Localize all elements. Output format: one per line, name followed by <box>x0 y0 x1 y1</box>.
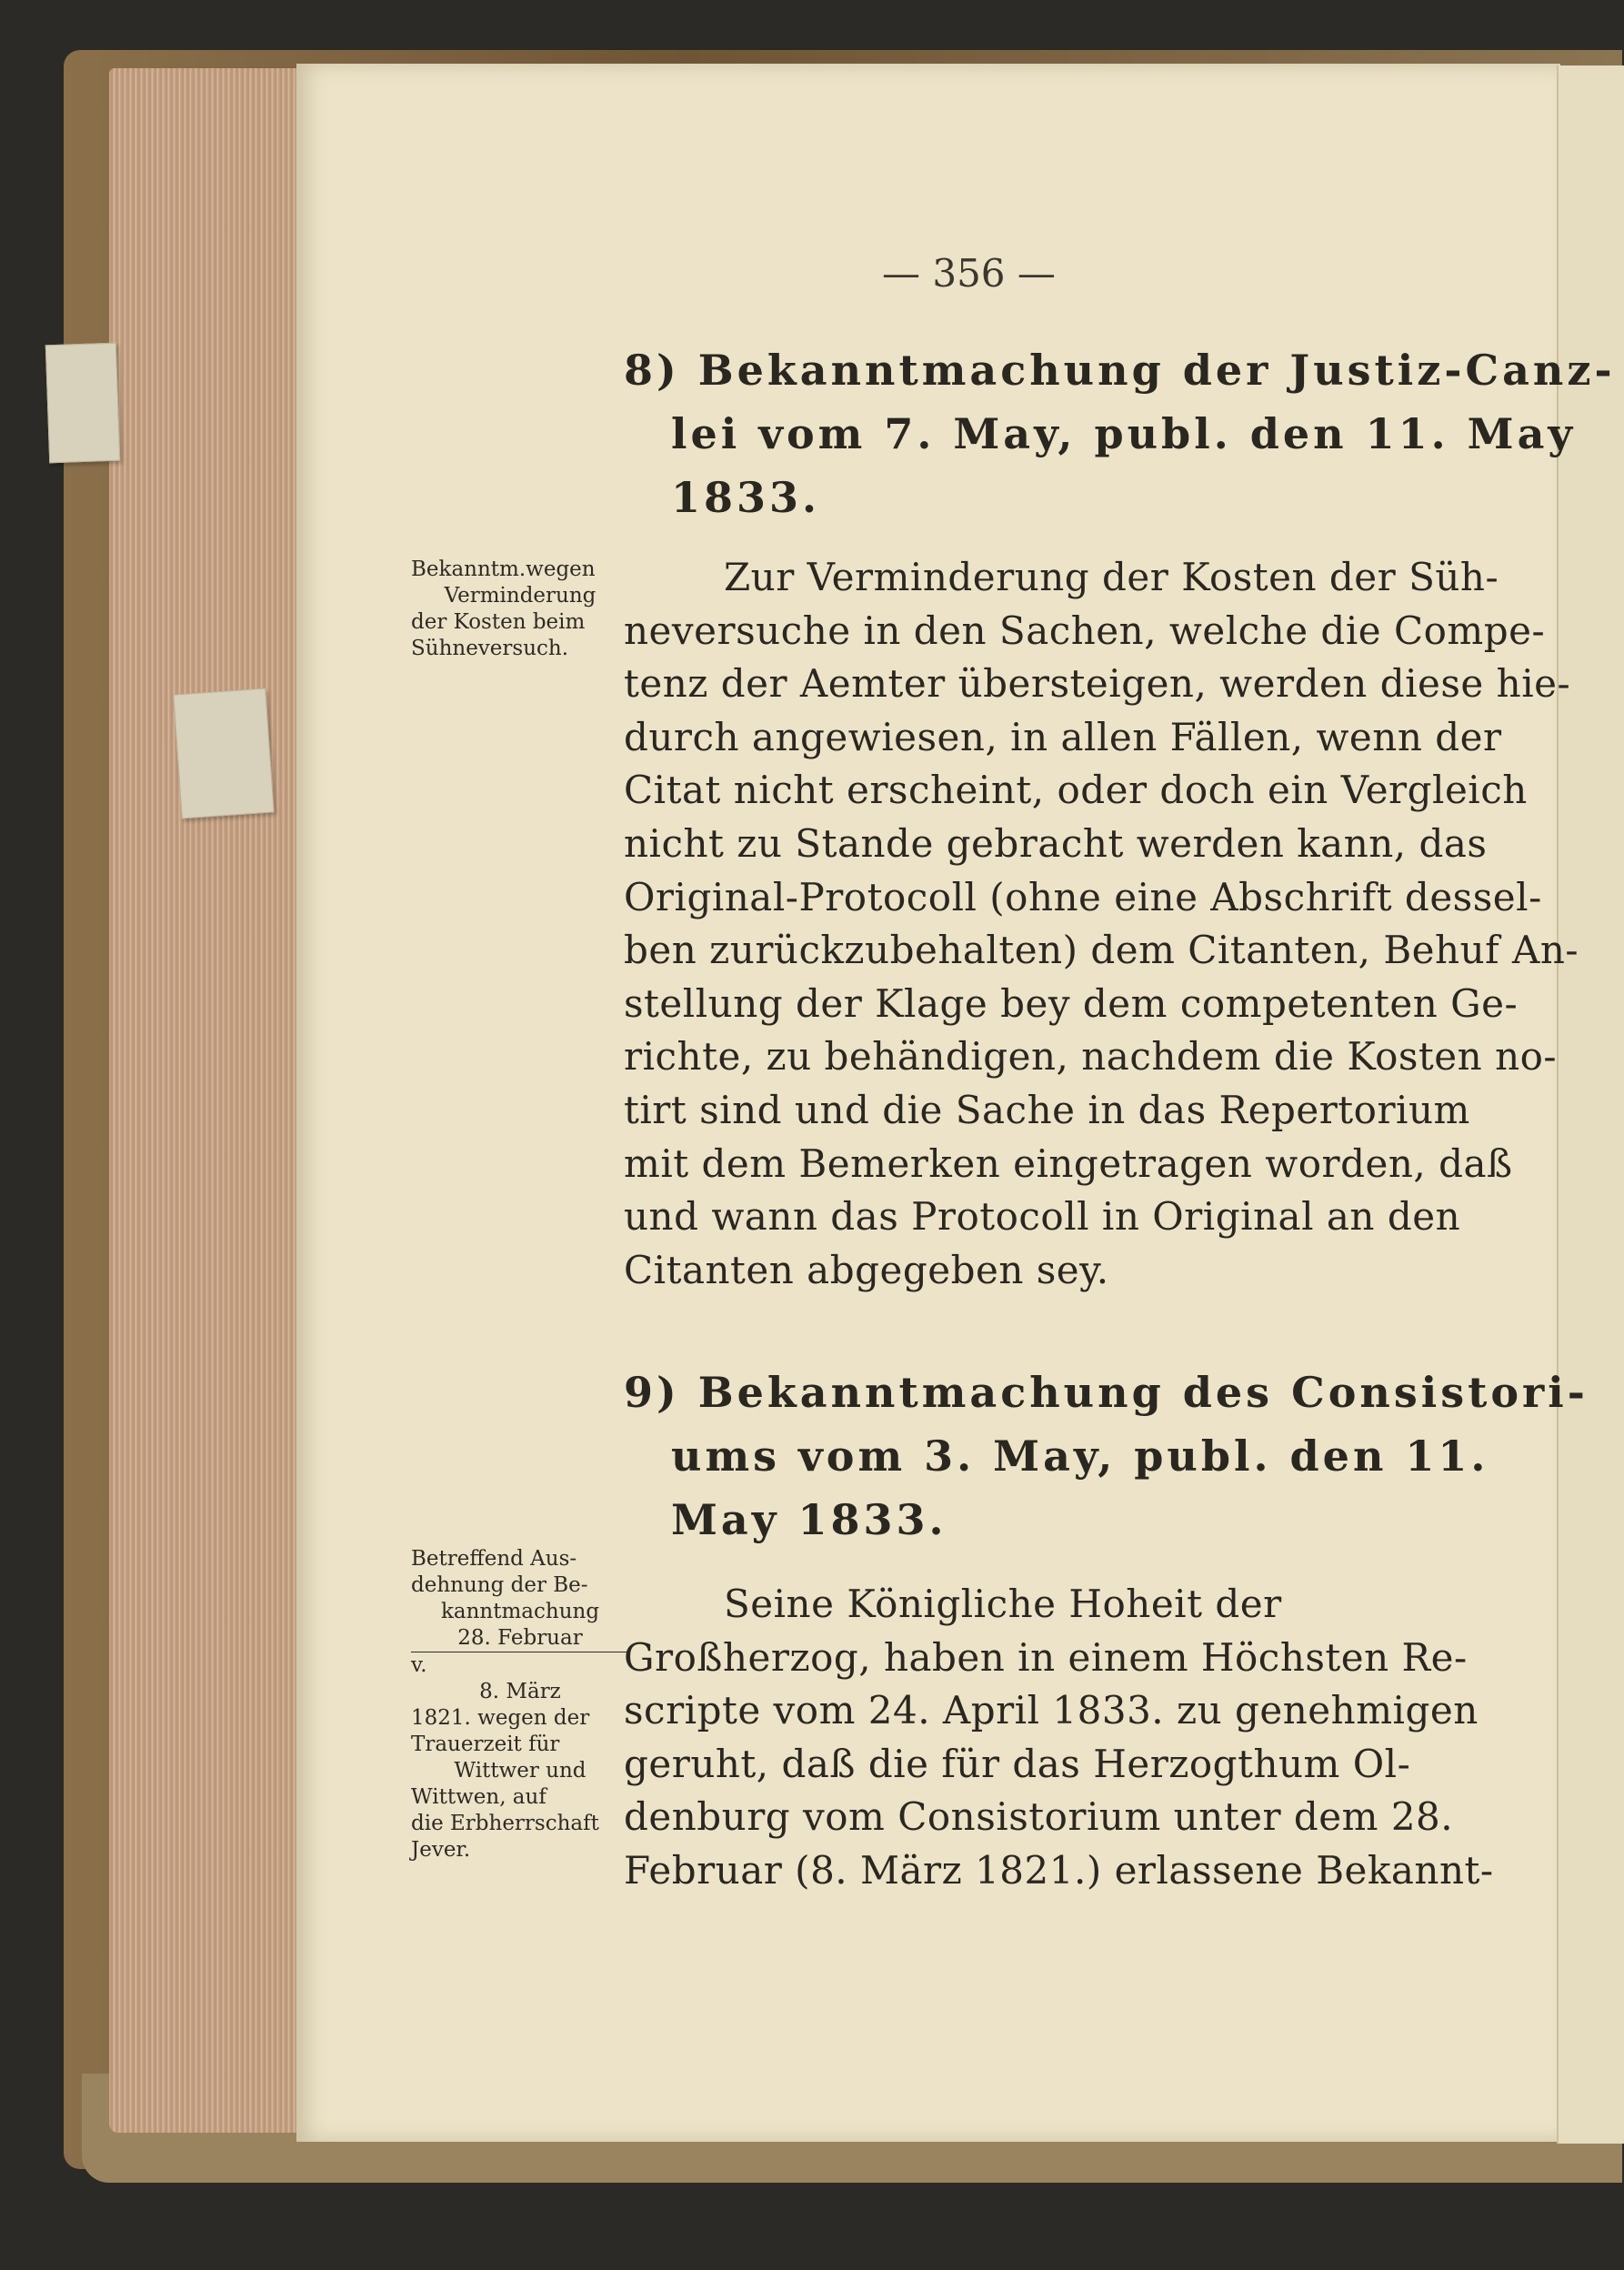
margin-note-line: Wittwer und <box>454 1759 586 1783</box>
margin-note-line: dehnung der Be- <box>411 1573 588 1597</box>
heading-line: 1833. <box>671 473 821 522</box>
margin-note-line: der Kosten beim <box>411 610 586 634</box>
body-line: Zur Verminderung der Kosten der Süh- <box>724 555 1499 599</box>
margin-note-line: Verminderung <box>444 584 596 608</box>
page-number: — 356 — <box>882 251 1056 296</box>
margin-note-line: 1821. wegen der <box>411 1706 590 1730</box>
section-9-margin-note <box>411 1546 629 1863</box>
margin-note-line: Betreffend Aus- <box>411 1547 577 1571</box>
body-line: richte, zu behändigen, nachdem die Kosten no- <box>624 1034 1558 1080</box>
margin-note-line: kanntmachung <box>440 1600 600 1623</box>
body-line: Seine Königliche Hoheit der <box>724 1582 1282 1626</box>
body-line: ben zurückzubehalten) dem Citanten, Behuf An- <box>624 928 1579 973</box>
section-9-body <box>624 1578 1494 1898</box>
margin-note-line: die Erbherrschaft <box>411 1812 599 1835</box>
margin-note-line: v. <box>411 1653 427 1677</box>
body-line: mit dem Bemerken eingetragen worden, daß <box>624 1140 1513 1186</box>
heading-line: ums vom 3. May, publ. den 11. <box>671 1431 1489 1481</box>
heading-line: May 1833. <box>671 1495 947 1544</box>
body-line: geruht, daß die für das Herzogthum Ol- <box>624 1741 1411 1786</box>
section-8-body <box>624 551 1579 1297</box>
body-line: Citat nicht erscheint, oder doch ein Vergleich <box>624 768 1528 813</box>
body-line: neversuche in den Sachen, welche die Compe- <box>624 608 1546 653</box>
section-8-margin-note <box>411 557 629 662</box>
body-line: stellung der Klage bey dem competenten Ge- <box>624 980 1519 1026</box>
heading-line: 9) Bekanntmachung des Consistori- <box>624 1368 1589 1417</box>
body-line: durch angewiesen, in allen Fällen, wenn der <box>624 714 1502 759</box>
body-line: Großherzog, haben in einem Höchsten Re- <box>624 1634 1468 1680</box>
body-line: und wann das Protocoll in Original an den <box>624 1194 1461 1240</box>
section-8-heading <box>624 338 1616 529</box>
margin-note-line: Sühneversuch. <box>411 637 569 660</box>
body-line: nicht zu Stande gebracht werden kann, das <box>624 820 1488 866</box>
body-line: tenz der Aemter übersteigen, werden diese hie- <box>624 661 1571 707</box>
body-line: denburg vom Consistorium unter dem 28. <box>624 1794 1454 1840</box>
body-line: Original-Protocoll (ohne eine Abschrift dessel- <box>624 874 1542 919</box>
heading-line: lei vom 7. May, publ. den 11. May <box>671 409 1577 458</box>
margin-note-line: Wittwen, auf <box>411 1785 546 1809</box>
heading-line: 8) Bekanntmachung der Justiz-Canz- <box>624 346 1616 395</box>
margin-note-line: Jever. <box>411 1838 471 1862</box>
margin-note-line: 8. März <box>479 1680 561 1703</box>
body-line: Citanten abgegeben sey. <box>624 1247 1109 1292</box>
body-line: Februar (8. März 1821.) erlassene Bekannt- <box>624 1847 1494 1893</box>
body-line: tirt sind und die Sache in das Repertorium <box>624 1087 1470 1132</box>
body-line: scripte vom 24. April 1833. zu genehmigen <box>624 1688 1479 1733</box>
margin-note-line: Bekanntm.wegen <box>411 557 596 581</box>
section-9-heading <box>624 1361 1589 1552</box>
margin-note-line: 28. Februar <box>411 1625 629 1652</box>
margin-note-line: Trauerzeit für <box>411 1733 560 1756</box>
